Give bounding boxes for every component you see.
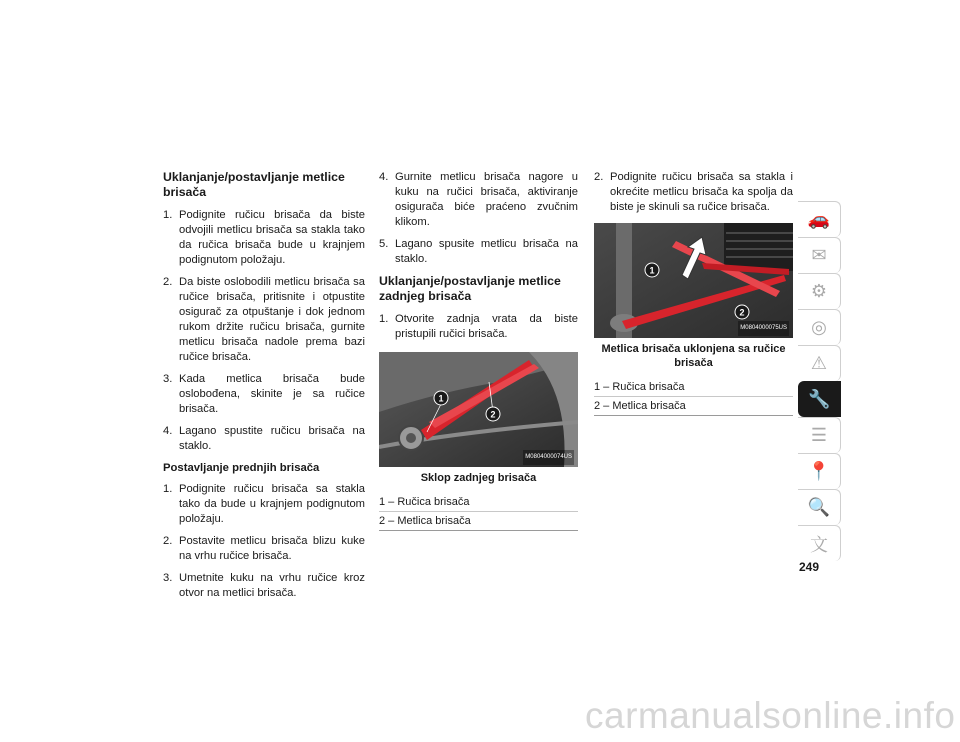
list-item: 2. Postavite metlicu brisača blizu kuke na vrhu ručice brisača.: [163, 535, 365, 562]
mail-icon[interactable]: ✉: [798, 237, 841, 273]
page-number: 249: [799, 560, 820, 574]
list-item: 2. Da biste oslobodili metlicu brisača sa ručice brisača, pritisnite i otpustite osigurač za otpuštanje i dok jednom rukom držite ručicu brisača, gurnite metlicu brisača nadole prema bazi ručice brisača.: [163, 276, 365, 363]
list-item: 4. Lagano spustite ručicu brisača na staklo.: [163, 425, 365, 452]
svg-text:2: 2: [739, 307, 745, 318]
wiper-removed-figure: [594, 223, 793, 338]
list-item: 1. Podignite ručicu brisača da biste odvojili metlicu brisača sa stakla tako da ručica brisača bude u krajnjem podignutom položaju.: [163, 209, 365, 266]
figure-legend: [379, 493, 578, 531]
list-item: 4. Gurnite metlicu brisača nagore u kuku na ručici brisača, aktiviranje osigurača biće praćeno zvučnim klikom.: [379, 171, 578, 228]
steering-wheel-icon[interactable]: ◎: [798, 309, 841, 345]
chapter-tabs: [798, 201, 841, 561]
list-item: 3. Kada metlica brisača bude oslobođena, skinite je sa ručice brisača.: [163, 373, 365, 415]
figure-caption: Metlica brisača uklonjena sa ručice brisača: [601, 343, 786, 369]
legend-row: 1 – Ručica brisača: [379, 493, 578, 512]
map-pin-icon[interactable]: 📍: [798, 453, 841, 489]
list-item: 3. Umetnite kuku na vrhu ručice kroz otvor na metlici brisača.: [163, 572, 365, 599]
language-icon[interactable]: 文: [798, 525, 841, 561]
watermark: carmanualsonline.info: [585, 695, 956, 736]
svg-text:2: 2: [490, 409, 496, 420]
car-tools-icon[interactable]: 🔧: [798, 381, 841, 417]
gear-person-icon[interactable]: ⚙: [798, 273, 841, 309]
column-right: [594, 170, 793, 416]
list-item: 1. Otvorite zadnja vrata da biste pristupili ručici brisača.: [379, 313, 578, 340]
warning-car-icon[interactable]: ⚠: [798, 345, 841, 381]
install-steps-list: [163, 482, 365, 601]
list-item: 1. Podignite ručicu brisača sa stakla tako da bude u krajnjem podignutom položaju.: [163, 483, 365, 525]
legend-row: 2 – Metlica brisača: [594, 397, 793, 416]
removal-steps-list: [163, 208, 365, 454]
list-gear-icon[interactable]: ☰: [798, 417, 841, 453]
column-middle: [379, 170, 578, 531]
list-item: 2. Podignite ručicu brisača sa stakla i okrećite metlicu brisača ka spolja da biste je skinuli sa ručice brisača.: [594, 171, 793, 213]
figure-caption: Sklop zadnjeg brisača: [420, 472, 537, 484]
rear-steps-list: [379, 312, 578, 342]
legend-row: 1 – Ručica brisača: [594, 378, 793, 397]
rear-wiper-figure: [379, 352, 578, 467]
svg-text:1: 1: [438, 393, 444, 404]
rear-steps-continued: [594, 170, 793, 215]
list-item: 5. Lagano spusite metlicu brisača na staklo.: [379, 238, 578, 265]
search-icon[interactable]: 🔍: [798, 489, 841, 525]
section-heading-rear-wiper: Uklanjanje/postavljanje metlice zadnjeg brisača: [379, 274, 561, 303]
figure-code: M0804000075US: [738, 321, 789, 336]
install-steps-continued: [379, 170, 578, 267]
car-info-icon[interactable]: 🚗: [798, 201, 841, 237]
figure-legend: [594, 378, 793, 416]
section-heading-front-wiper: Uklanjanje/postavljanje metlice brisača: [163, 170, 345, 199]
svg-text:1: 1: [649, 265, 655, 276]
column-left: [163, 170, 365, 608]
legend-row: 2 – Metlica brisača: [379, 512, 578, 531]
figure-code: M0804000074US: [523, 450, 574, 465]
subheading-install-front: Postavljanje prednjih brisača: [163, 462, 320, 474]
